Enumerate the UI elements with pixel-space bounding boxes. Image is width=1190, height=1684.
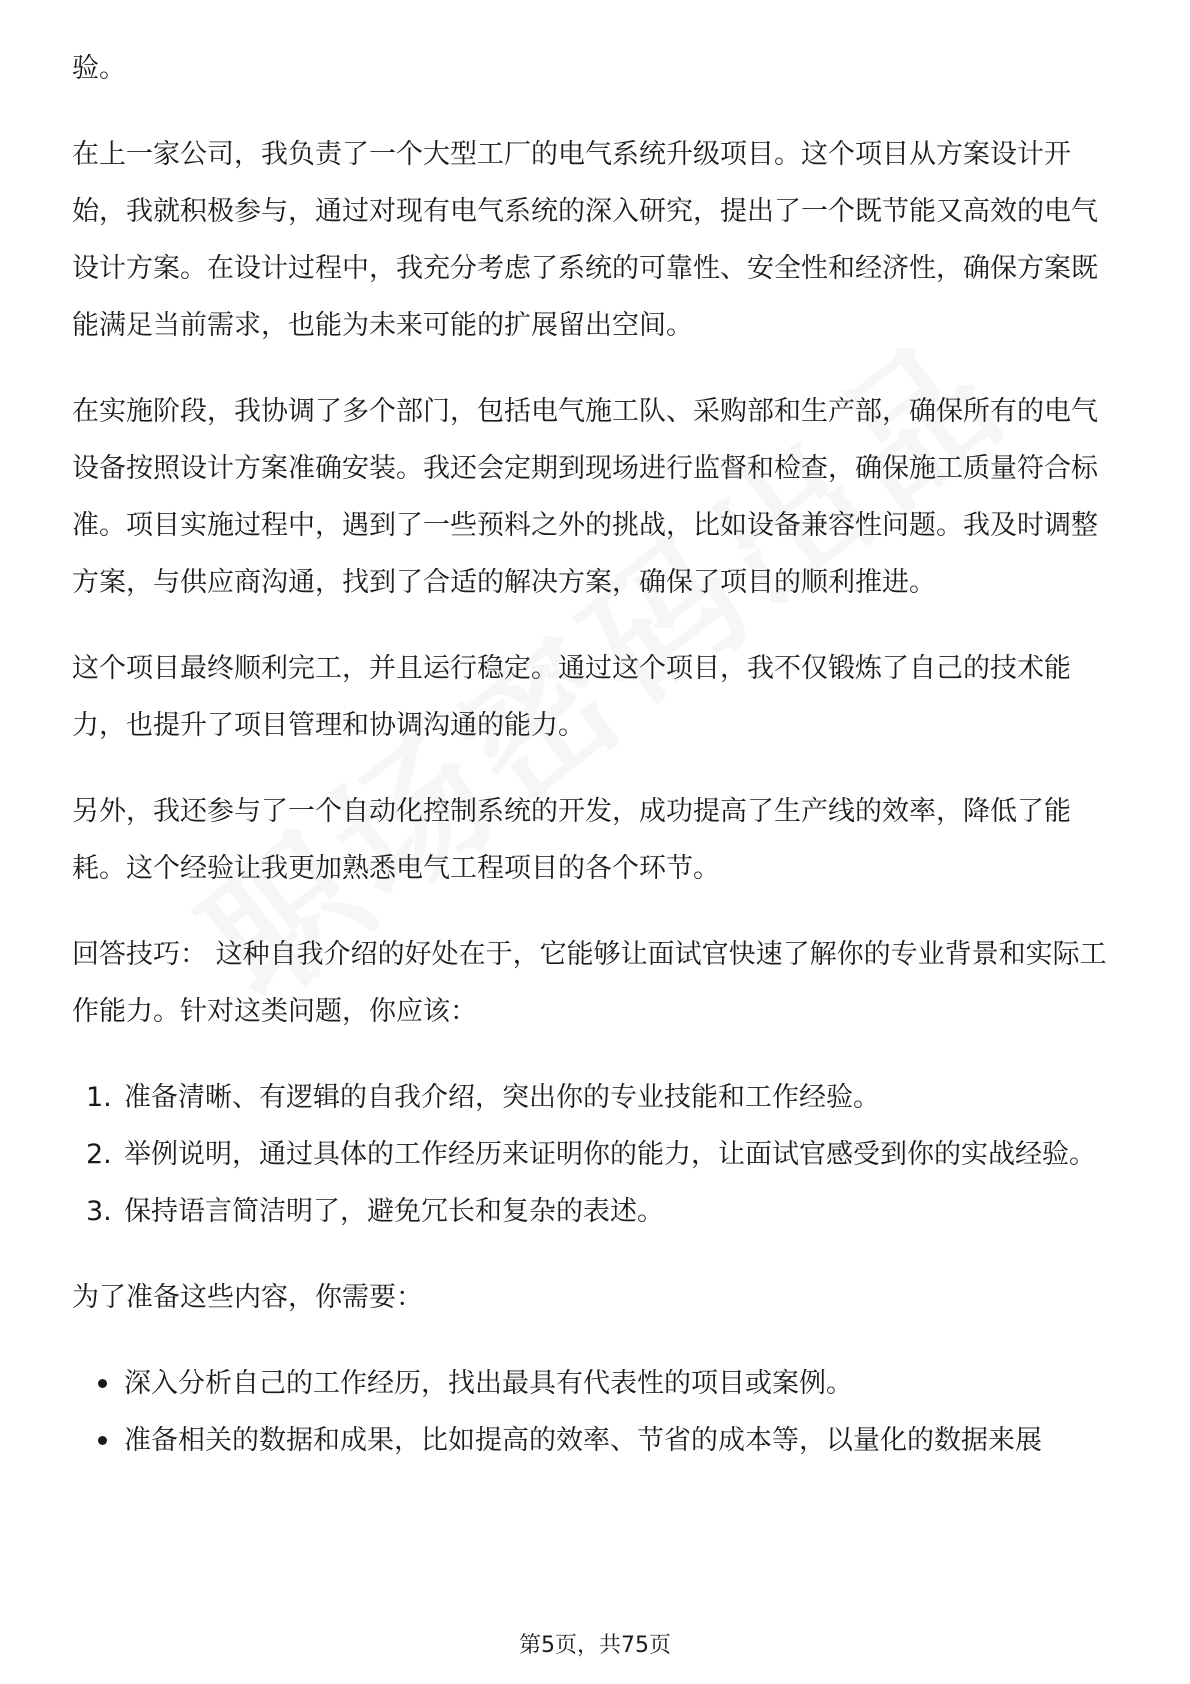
- paragraph: 在上一家公司，我负责了一个大型工厂的电气系统升级项目。这个项目从方案设计开始，我就积极参与，通过对现有电气系统的深入研究，提出了一个既节能又高效的电气设计方案。在设计过程中，我充分考虑了系统的可靠性、安全性和经济性，确保方案既能满足当前需求，也能为未来可能的扩展留出空间。: [72, 139, 1098, 341]
- answer-tips-paragraph: 回答技巧： 这种自我介绍的好处在于，它能够让面试官快速了解你的专业背景和实际工作能力。针对这类问题，你应该：: [72, 939, 1107, 1027]
- paragraph: 这个项目最终顺利完工，并且运行稳定。通过这个项目，我不仅锻炼了自己的技术能力，也提升了项目管理和协调沟通的能力。: [72, 653, 1071, 741]
- list-item-text: 准备相关的数据和成果，比如提高的效率、节省的成本等，以量化的数据来展: [124, 1425, 1042, 1456]
- bullet-icon: [98, 1379, 107, 1388]
- list-item-text: 深入分析自己的工作经历，找出最具有代表性的项目或案例。: [124, 1368, 853, 1399]
- list-number: 3.: [86, 1196, 112, 1227]
- list-item: [72, 1412, 1122, 1469]
- list-item: [72, 1183, 1122, 1240]
- bullet-list: [72, 1355, 1122, 1469]
- paragraph: 验。: [72, 53, 126, 84]
- page-footer: 第5页，共75页: [519, 1633, 671, 1658]
- list-item: [72, 1126, 1122, 1183]
- list-item-text: 保持语言简洁明了，避免冗长和复杂的表述。: [124, 1196, 664, 1227]
- paragraph: 在实施阶段，我协调了多个部门，包括电气施工队、采购部和生产部，确保所有的电气设备按照设计方案准确安装。我还会定期到现场进行监督和检查，确保施工质量符合标准。项目实施过程中，遇到了一些预料之外的挑战，比如设备兼容性问题。我及时调整方案，与供应商沟通，找到了合适的解决方案，确保了项目的顺利推进。: [72, 396, 1098, 598]
- document-body: [72, 40, 1122, 1469]
- numbered-list: [72, 1069, 1122, 1240]
- bullet-icon: [98, 1436, 107, 1445]
- paragraph: 为了准备这些内容，你需要：: [72, 1282, 423, 1313]
- list-item-text: 举例说明，通过具体的工作经历来证明你的能力，让面试官感受到你的实战经验。: [124, 1139, 1096, 1170]
- paragraph: 另外，我还参与了一个自动化控制系统的开发，成功提高了生产线的效率，降低了能耗。这个经验让我更加熟悉电气工程项目的各个环节。: [72, 796, 1071, 884]
- list-item: [72, 1355, 1122, 1412]
- list-item-text: 准备清晰、有逻辑的自我介绍，突出你的专业技能和工作经验。: [124, 1082, 880, 1113]
- list-item: [72, 1069, 1122, 1126]
- list-number: 1.: [86, 1082, 112, 1113]
- list-number: 2.: [86, 1139, 112, 1170]
